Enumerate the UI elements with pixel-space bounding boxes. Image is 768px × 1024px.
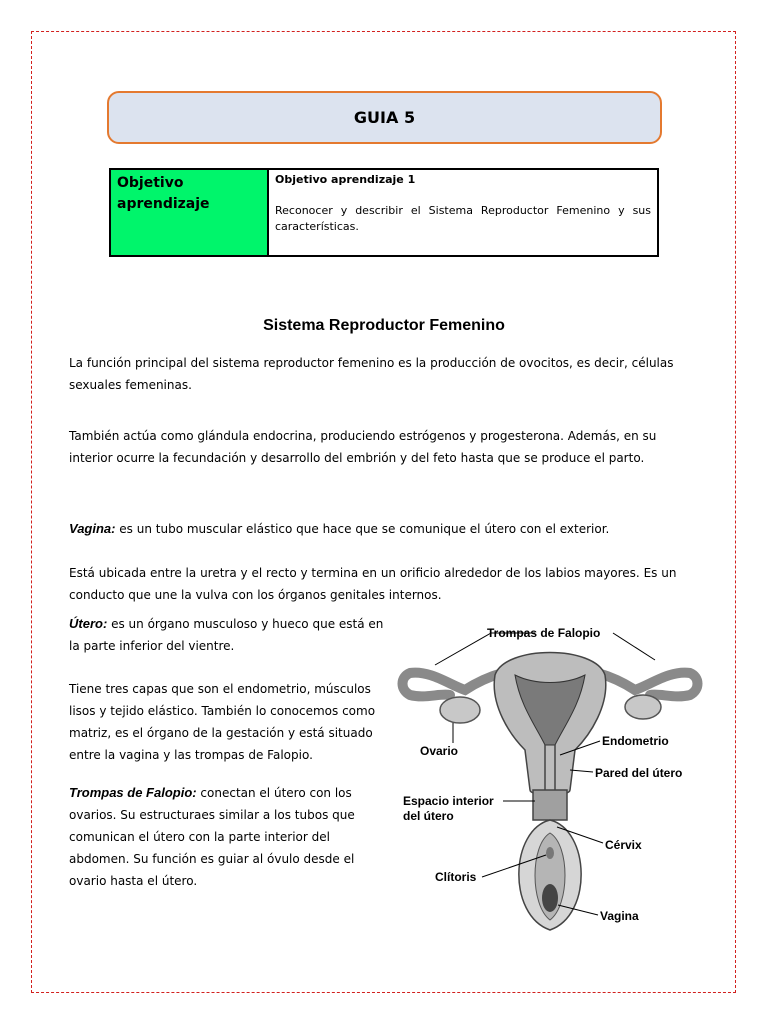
right-ovary (625, 695, 661, 719)
trompas-right-leader (613, 633, 655, 660)
label-vagina: Vagina (600, 909, 639, 923)
label-cervix: Cérvix (605, 838, 642, 852)
label-ovario: Ovario (420, 744, 459, 758)
trompas-paragraph (69, 782, 387, 892)
guia-title-box (107, 91, 662, 144)
utero-paragraph (69, 613, 387, 657)
trompas-definition: conectan el útero con los ovarios. Su estructuraes similar a los tubos que comunican el útero con la parte interior del abdomen. Su función es guiar al óvulo desde el ovario hasta el útero. (69, 786, 355, 888)
objective-heading: Objetivo aprendizaje 1 (275, 173, 416, 186)
utero-layers-paragraph: Tiene tres capas que son el endometrio, músculos lisos y tejido elástico. También lo conocemos como matriz, es el órgano de la gestación y está situado entre la vagina y las trompas de Falopio. (69, 682, 376, 762)
endocrine-paragraph: También actúa como glándula endocrina, produciendo estrógenos y progesterona. Además, en su interior ocurre la fecundación y desarrollo del embrión y del feto hasta que se produce el parto. (69, 429, 657, 465)
vaginal-opening (542, 884, 558, 912)
label-trompas: Trompas de Falopio (487, 626, 601, 640)
objective-label: Objetivo aprendizaje (117, 175, 210, 212)
female-reproductive-diagram (395, 615, 705, 935)
label-espacio-2: del útero (403, 809, 454, 823)
trompas-term: Trompas de Falopio: (69, 785, 197, 800)
left-ovary (440, 697, 480, 723)
vagina-definition: es un tubo muscular elástico que hace que se comunique el útero con el exterior. (115, 522, 610, 536)
pared-leader (570, 770, 593, 772)
page-title: Sistema Reproductor Femenino (263, 317, 505, 334)
objective-table (109, 168, 659, 257)
vagina-paragraph (69, 518, 699, 540)
utero-term: Útero: (69, 616, 108, 631)
vagina-location-paragraph: Está ubicada entre la uretra y el recto y termina en un orificio alrededor de los labios mayores. Es un conducto que une la vulva con los órganos genitales internos. (69, 566, 677, 602)
objective-text: Reconocer y describir el Sistema Reproductor Femenino y sus características. (275, 204, 651, 233)
cervix (533, 790, 567, 820)
label-pared-utero: Pared del útero (595, 766, 683, 780)
intro-paragraph: La función principal del sistema reproductor femenino es la producción de ovocitos, es decir, células sexuales femeninas. (69, 356, 674, 392)
guia-title: GUIA 5 (353, 108, 416, 127)
label-espacio-1: Espacio interior (403, 794, 494, 808)
objective-label-cell (111, 170, 269, 255)
utero-definition: es un órgano musculoso y hueco que está en la parte inferior del vientre. (69, 617, 384, 653)
label-endometrio: Endometrio (602, 734, 669, 748)
label-clitoris: Clítoris (435, 870, 477, 884)
clitoris (546, 847, 554, 859)
vagina-term: Vagina: (69, 521, 116, 536)
trompas-left-leader-2 (435, 633, 491, 665)
objective-content-cell (269, 170, 657, 255)
